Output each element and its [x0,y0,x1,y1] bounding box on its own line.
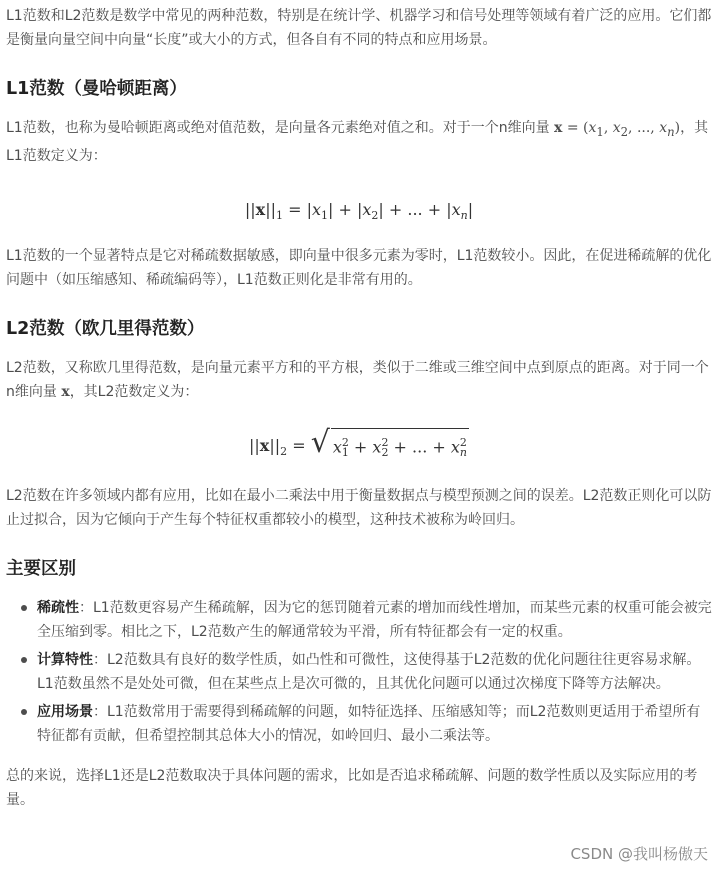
l1-heading: L1范数（曼哈顿距离） [6,79,187,99]
bullet-icon [21,657,27,663]
differences-list [6,596,712,748]
l2-property-paragraph: L2范数在许多领域内都有应用，比如在最小二乘法中用于衡量数据点与模型预测之间的误差。L2范数正则化可以防止过拟合，因为它倾向于产生每个特征权重都较小的模型，这种技术被称为岭回归。 [6,487,712,528]
conclusion-paragraph: 总的来说，选择L1还是L2范数取决于具体问题的需求，比如是否追求稀疏解、问题的数学性质以及实际应用的考量。 [6,767,698,808]
l1-property-paragraph: L1范数的一个显著特点是它对稀疏数据敏感，即向量中很多元素为零时，L1范数较小。因此，在促进稀疏解的优化问题中（如压缩感知、稀疏编码等），L1范数正则化是非常有用的。 [6,247,712,288]
csdn-watermark: CSDN @我叫杨傲天 [570,845,708,863]
item-term: 稀疏性 [37,599,79,616]
item-text: ：L1范数更容易产生稀疏解，因为它的惩罚随着元素的增加而线性增加，而某些元素的权重可能会被完全压缩到零。相比之下，L2范数产生的解通常较为平滑，所有特征都会有一定的权重。 [37,599,712,640]
differences-heading: 主要区别 [6,558,76,579]
l1-definition-text-b: ，其L1范数定义为： [6,120,709,164]
item-text: ：L2范数具有良好的数学性质，如凸性和可微性，这使得基于L2范数的优化问题往往更容易求解。L1范数虽然不是处处可微，但在某些点上是次可微的，且其优化问题可以通过次梯度下降等方法解决。 [37,651,701,692]
l2-definition-text-b: ，其L2范数定义为： [69,383,199,400]
vector-x-symbol: x [61,383,70,400]
item-term: 应用场景 [37,703,93,720]
l1-definition-paragraph: L1范数，也称为曼哈顿距离或绝对值范数，是向量各元素绝对值之和。对于一个n维向量 $x = (x_1$, $x_2$, ..., $x_n$)，其L1范数定义为： [6,120,709,164]
l2-definition-text-a: L2范数，又称欧几里得范数，是向量元素平方和的平方根，类似于二维或三维空间中点到原点的距离。对于同一个n维向量 [6,359,709,400]
bullet-icon [21,709,27,715]
l1-definition-text-a: L1范数，也称为曼哈顿距离或绝对值范数，是向量各元素绝对值之和。对于一个n维向量 [6,120,555,136]
l1-formula: $||x||_1 = |x_1| + |x_2|$ + ... + $|x_n|$ [244,199,474,222]
article [6,4,712,812]
item-term: 计算特性 [37,651,93,668]
list-item [6,596,712,644]
list-item [6,700,712,748]
l2-definition-paragraph [6,356,712,404]
vector-x-symbol: x [554,120,563,136]
bullet-icon [21,605,27,611]
l2-formula: $||x||_2$ = √ $x^2_1 + x^2_2$ + ... + $x^2_n$ [6,422,712,470]
intro-paragraph: L1范数和L2范数是数学中常见的两种范数，特别是在统计学、机器学习和信号处理等领域有着广泛的应用。它们都是衡量向量空间中向量“长度”或大小的方式，但各自有不同的特点和应用场景。 [6,8,712,48]
item-text: ：L1范数常用于需要得到稀疏解的问题，如特征选择、压缩感知等；而L2范数则更适用于希望所有特征都有贡献，但希望控制其总体大小的情况，如岭回归、最小二乘法等。 [37,703,701,744]
l2-heading: L2范数（欧几里得范数） [6,318,205,339]
square-root-icon: √ $x^2_1 + x^2_2$ + ... + $x^2_n$ [311,428,469,466]
list-item [6,648,712,696]
